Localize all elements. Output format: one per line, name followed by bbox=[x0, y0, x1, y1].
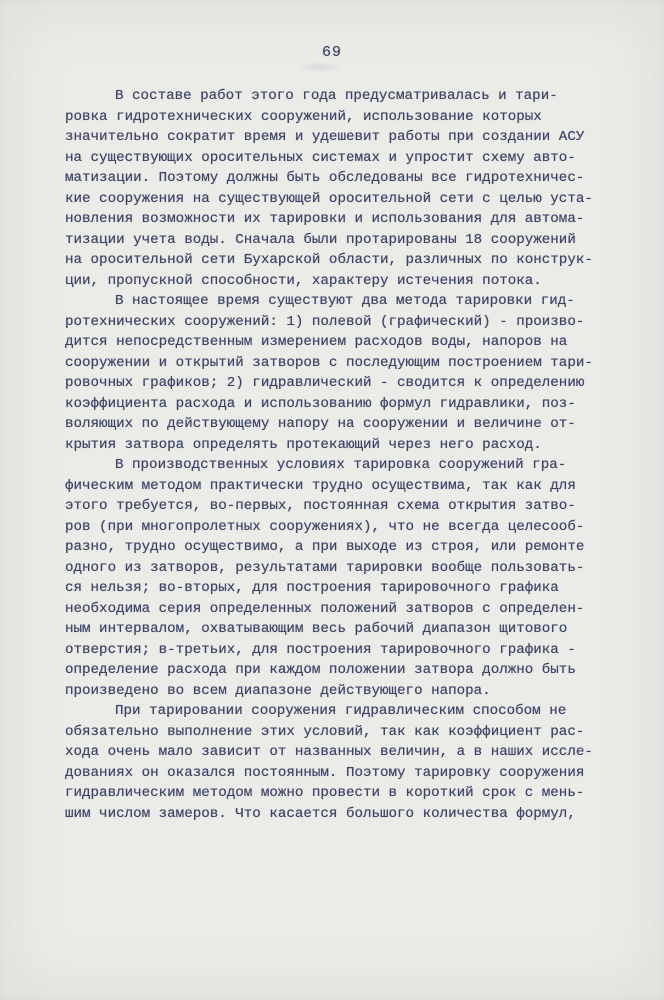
text-line: В производственных условиях тарировка сооружений гра- bbox=[115, 457, 567, 473]
text-line: хода очень мало зависит от названных величин, а в наших иссле- bbox=[65, 744, 593, 760]
text-line: необходима серия определенных положений затворов с определен- bbox=[65, 600, 585, 617]
text-line: ротехнических сооружений: 1) полевой (графический) - произво- bbox=[65, 313, 585, 330]
text-line: воляющих по действующему напору на сооружении и величине от- bbox=[65, 416, 576, 432]
text-line: отверстия; в-третьих, для построения тарировочного графика - bbox=[65, 641, 576, 658]
text-line: При тарировании сооружения гидравлическим способом не bbox=[115, 703, 567, 719]
text-line: ции, пропускной способности, характеру истечения потока. bbox=[65, 272, 542, 289]
text-line: фическим методом практически трудно осуществима, так как для bbox=[65, 477, 576, 494]
text-line: ров (при многопролетных сооружениях), что не всегда целесооб- bbox=[65, 518, 585, 535]
text-line: В составе работ этого года предусматривалась и тари- bbox=[115, 88, 558, 104]
text-line: шим числом замеров. Что касается большого количества формул, bbox=[65, 805, 576, 822]
text-line: обязательно выполнение этих условий, так как коэффициент рас- bbox=[65, 723, 585, 740]
text-line: коэффициента расхода и использованию формул гидравлики, поз- bbox=[65, 395, 576, 412]
text-line: значительно сократит время и удешевит работы при создании АСУ bbox=[65, 129, 585, 145]
text-line: дится непосредственным измерением расходов воды, напоров на bbox=[65, 334, 568, 350]
text-line: крытия затвора определять протекающий через него расход. bbox=[65, 436, 542, 453]
text-line: сооружении и открытий затворов с последующим построением тари- bbox=[65, 354, 593, 371]
text-line: ным интервалом, охватывающим весь рабочий диапазон щитового bbox=[65, 621, 568, 637]
document-body bbox=[65, 86, 599, 824]
text-line: тизации учета воды. Сначала были протарированы 18 сооружений bbox=[65, 231, 576, 248]
text-line: произведено во всем диапазоне действующего напора. bbox=[65, 682, 491, 699]
ink-smudge bbox=[296, 62, 342, 72]
text-line: определение расхода при каждом положении затвора должно быть bbox=[65, 662, 576, 678]
page-number: 69 bbox=[321, 44, 342, 61]
text-line: новления возможности их тарировки и использования для автома- bbox=[65, 211, 585, 227]
text-line: кие сооружения на существующей оросительной сети с целью уста- bbox=[65, 190, 593, 207]
text-line: ровочных графиков; 2) гидравлический - сводится к определению bbox=[65, 375, 585, 391]
text-line: гидравлическим методом можно провести в короткий срок с мень- bbox=[65, 785, 585, 801]
text-line: ровка гидротехнических сооружений, использование которых bbox=[65, 108, 542, 125]
text-line: ся нельзя; во-вторых, для построения тарировочного графика bbox=[65, 580, 559, 596]
text-line: В настоящее время существуют два метода тарировки гид- bbox=[115, 293, 575, 309]
text-line: на существующих оросительных системах и упростит схему авто- bbox=[65, 149, 576, 166]
text-line: этого требуется, во-первых, постоянная схема открытия затво- bbox=[65, 498, 576, 514]
text-line: одного из затворов, результатами тарировки вообще пользовать- bbox=[65, 559, 585, 576]
text-line: дованиях он оказался постоянным. Поэтому тарировку сооружения bbox=[65, 764, 585, 781]
text-line: разно, трудно осуществимо, а при выходе из строя, или ремонте bbox=[65, 539, 585, 555]
text-line: матизации. Поэтому должны быть обследованы все гидротехничес- bbox=[65, 170, 585, 186]
text-line: на оросительной сети Бухарской области, различных по конструк- bbox=[65, 252, 593, 268]
